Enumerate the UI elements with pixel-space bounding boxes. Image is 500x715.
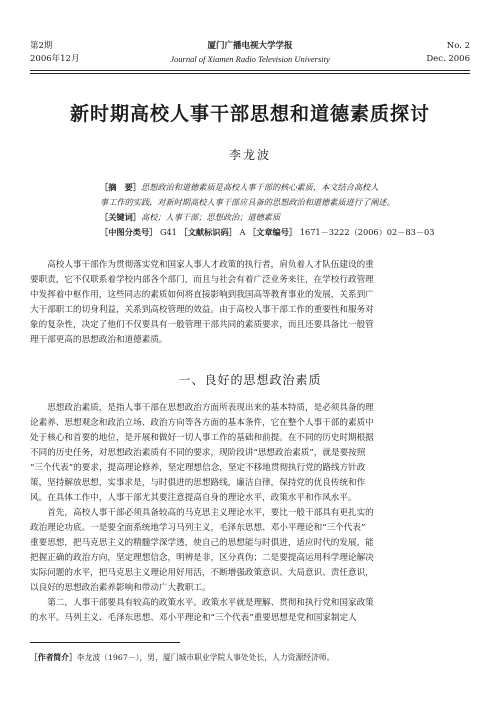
art-label: ［文章编号］: [247, 227, 298, 237]
body-line: “三个代表”的要求，提高理论修养，坚定理想信念，坚定不移地贯彻执行党的路线方针政: [30, 463, 366, 473]
body-line: 中发挥着中枢作用，这些同志的素质如何将直接影响到我国高等教育事业的发展，关系到广: [30, 290, 374, 300]
body-line: 策，坚持解放思想，实事求是，与时俱进的思想路线，廉洁自律，保持党的优良传统和作: [30, 478, 366, 488]
article-title: 新时期高校人事干部思想和道德素质探讨: [69, 103, 430, 125]
issue-no-en: No. 2: [446, 41, 470, 51]
section-heading: 一、良好的思想政治素质: [178, 373, 322, 387]
section-body: [30, 401, 470, 626]
footnote: [30, 652, 470, 664]
doc-label: ［文献标识码］: [179, 227, 237, 237]
keywords-line: [100, 210, 445, 225]
journal-name: [30, 40, 470, 66]
abstract-line: [100, 180, 445, 195]
body-line: 大干部职工的切身利益，关系到高校管理的效益。由于高校人事干部工作的重要性和服务对: [30, 305, 374, 315]
abstract-text-2: 事工作的实践，对新时期高校人事干部应具备的思想政治和道德素质进行了阐述。: [100, 197, 395, 207]
keywords-text: 高校；人事干部；思想政治；道德素质: [140, 212, 281, 222]
footnote-rule: [30, 642, 180, 643]
intro-paragraph: [30, 258, 470, 348]
body-line: 第二，人事干部要具有较高的政策水平。政策水平就是理解、贯彻和执行党和国家政策: [30, 598, 374, 608]
body-line: 理干部更高的思想政治和道德素质。: [30, 335, 168, 345]
journal-name-en: Journal of Xiamen Radio Television University: [170, 54, 330, 64]
art-value: 1671－3222（2006）02－83－03: [299, 227, 435, 237]
classification-line: [100, 225, 445, 240]
header-rule-thin: [30, 73, 470, 74]
body-line: 风。在具体工作中，人事干部尤其要注意提高自身的理论水平，政策水平和作风水平。: [30, 493, 357, 503]
intro-text: [30, 258, 470, 348]
body-line: 要职责，它不仅联系着学校内部各个部门，而且与社会有着广泛业务来往，在学校行政管理: [30, 275, 374, 285]
footnote-label: ［作者简介］: [30, 653, 77, 662]
doc-value: A: [239, 227, 246, 237]
cls-value: G41: [159, 227, 177, 237]
article-author: 李龙波: [228, 148, 271, 162]
body-line: 首先，高校人事干部必须具备较高的马克思主义理论水平，要比一般干部具有更扎实的: [30, 508, 374, 518]
journal-name-cn: 厦门广播电视大学学报: [207, 41, 293, 51]
issue-info-en: [426, 40, 470, 66]
body-line: 以良好的思想政治素养影响和带动广大教职工。: [30, 583, 211, 593]
journal-header: [30, 40, 470, 70]
abstract-label: ［摘 要］: [100, 182, 141, 192]
body-line: 高校人事干部作为贯彻落实党和国家人事人才政策的执行者，肩负着人才队伍建设的重: [30, 260, 374, 270]
body-line: 实际问题的水平，把马克思主义理论用好用活，不断增强政策意识、大局意识、责任意识，: [30, 568, 374, 578]
header-rule-thick: [30, 70, 470, 71]
footnote-text: 李龙波（1967－），男，厦门城市职业学院人事处处长，人力资源经济师。: [76, 653, 335, 662]
abstract-block: [100, 180, 445, 240]
body-line: 不同的历史任务，对思想政治素质有不同的要求，现阶段讲“思想政治素质”，就是要按照: [30, 448, 366, 458]
cls-label: ［中图分类号］: [100, 227, 158, 237]
body-line: 重要思想，把马克思主义的精髓学深学透，使自己的思想能与时俱进，适应时代的发展，能: [30, 538, 374, 548]
body-line: 论素养、思想观念和政治立场、政治方向等各方面的基本条件，它在整个人事干部的素质中: [30, 418, 374, 428]
body-line: 象的复杂性，决定了他们不仅要具有一般管理干部共同的素质要求，而且还要具备比一般管: [30, 320, 374, 330]
body-line: 政治理论功底。一是要全面系统地学习马列主义，毛泽东思想、邓小平理论和“三个代表”: [30, 523, 366, 533]
body-line: 处于核心和首要的地位，是开展和做好一切人事工作的基础和前提。在不同的历史时期根据: [30, 433, 374, 443]
body-line: 的水平。马列主义、毛泽东思想、邓小平理论和“三个代表”重要思想是党和国家制定人: [30, 613, 357, 623]
issue-number: 第2期: [30, 41, 53, 51]
body-line: 把握正确的政治方向，坚定理想信念，明辨是非，区分真伪；二是要提高运用科学理论解决: [30, 553, 374, 563]
keywords-label: ［关键词］: [100, 212, 141, 222]
issue-date: 2006年12月: [30, 54, 80, 64]
issue-date-en: Dec. 2006: [426, 54, 470, 64]
body-line: 思想政治素质，是指人事干部在思想政治方面所表现出来的基本特质，是必须具备的理: [30, 403, 374, 413]
abstract-text-1: 思想政治和道德素质是高校人事干部的核心素质，本文结合高校人: [140, 182, 379, 192]
